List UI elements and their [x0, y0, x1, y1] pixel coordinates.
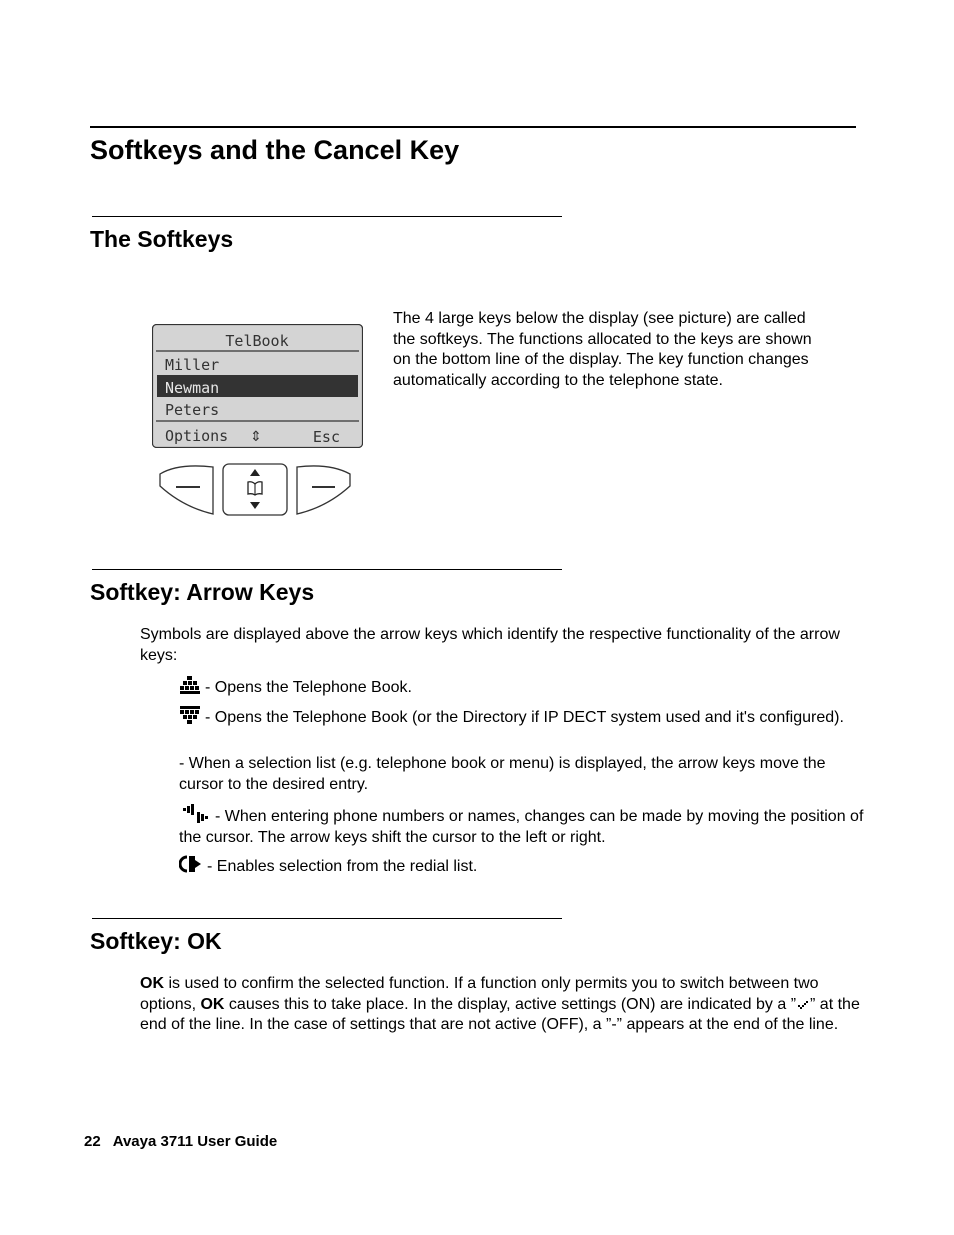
page-footer: [84, 1133, 277, 1150]
display-softkey-scroll: ⇕: [250, 429, 262, 445]
list-item-telephone-book: [179, 675, 869, 699]
display-title: TelBook: [225, 332, 289, 350]
page-number: 22: [84, 1133, 101, 1150]
heading-arrow-keys: Softkey: Arrow Keys: [90, 579, 315, 605]
display-softkey-esc: Esc: [312, 428, 340, 446]
arrow-keys-intro: Symbols are displayed above the arrow keys which identify the respective functionality of the arrow keys:: [140, 626, 840, 664]
list-item-selection-list: - When a selection list (e.g. telephone book or menu) is displayed, the arrow keys move the cursor to the desired entry.: [179, 755, 826, 793]
display-entry-miller: Miller: [165, 356, 220, 374]
telephone-book-icon: [179, 675, 201, 695]
telephone-book-directory-icon: [179, 705, 201, 725]
section-rule-arrow-keys: [92, 569, 562, 570]
ok-bold: OK: [140, 975, 164, 992]
list-item-text: - Opens the Telephone Book (or the Directory if IP DECT system used and it's configured).: [205, 709, 844, 726]
ok-text-1: is used to confirm the selected function. If a function only permits you to switch between two options,: [140, 975, 819, 1013]
title-rule: [90, 126, 856, 128]
softkey-keypad-illustration: [158, 462, 352, 518]
checkmark-icon: [796, 998, 810, 1010]
phone-display-illustration: [152, 324, 363, 448]
page-title: Softkeys and the Cancel Key: [90, 135, 460, 165]
display-entry-newman: Newman: [165, 379, 220, 397]
list-item-telephone-book-directory: [179, 705, 869, 729]
ok-text-3: ” at the end of the line. In the case of settings that are not active (OFF), a ”-” appears at the end of the line.: [140, 995, 860, 1033]
heading-softkeys: The Softkeys: [90, 226, 234, 252]
ok-description: [140, 974, 862, 1036]
ok-text-2: causes this to take place. In the display, active settings (ON) are indicated by a ”: [224, 995, 797, 1013]
section-rule-softkeys: [92, 216, 562, 217]
list-item-cursor-move: [179, 804, 869, 848]
list-item-text: - Opens the Telephone Book.: [205, 679, 412, 696]
list-item-text: - When entering phone numbers or names, changes can be made by moving the position of the cursor. The arrow keys shift the cursor to the left or right.: [179, 808, 864, 846]
ok-bold: OK: [200, 995, 225, 1013]
list-item-text: - Enables selection from the redial list.: [207, 858, 478, 875]
cursor-left-right-icon: [179, 804, 211, 824]
section-rule-ok: [92, 918, 562, 919]
display-entry-peters: Peters: [165, 401, 220, 419]
navigation-key[interactable]: [223, 464, 287, 515]
left-softkey[interactable]: [160, 466, 213, 514]
list-item-redial: [179, 854, 869, 878]
right-softkey[interactable]: [297, 466, 350, 514]
redial-icon: [179, 854, 203, 874]
display-softkey-options: Options: [165, 427, 229, 445]
guide-title: Avaya 3711 User Guide: [112, 1133, 278, 1150]
softkeys-description: The 4 large keys below the display (see picture) are called the softkeys. The functions allocated to the keys are shown on the bottom line of the display. The key function changes automatically according to the telephone state.: [393, 310, 812, 389]
heading-ok: Softkey: OK: [90, 928, 222, 954]
